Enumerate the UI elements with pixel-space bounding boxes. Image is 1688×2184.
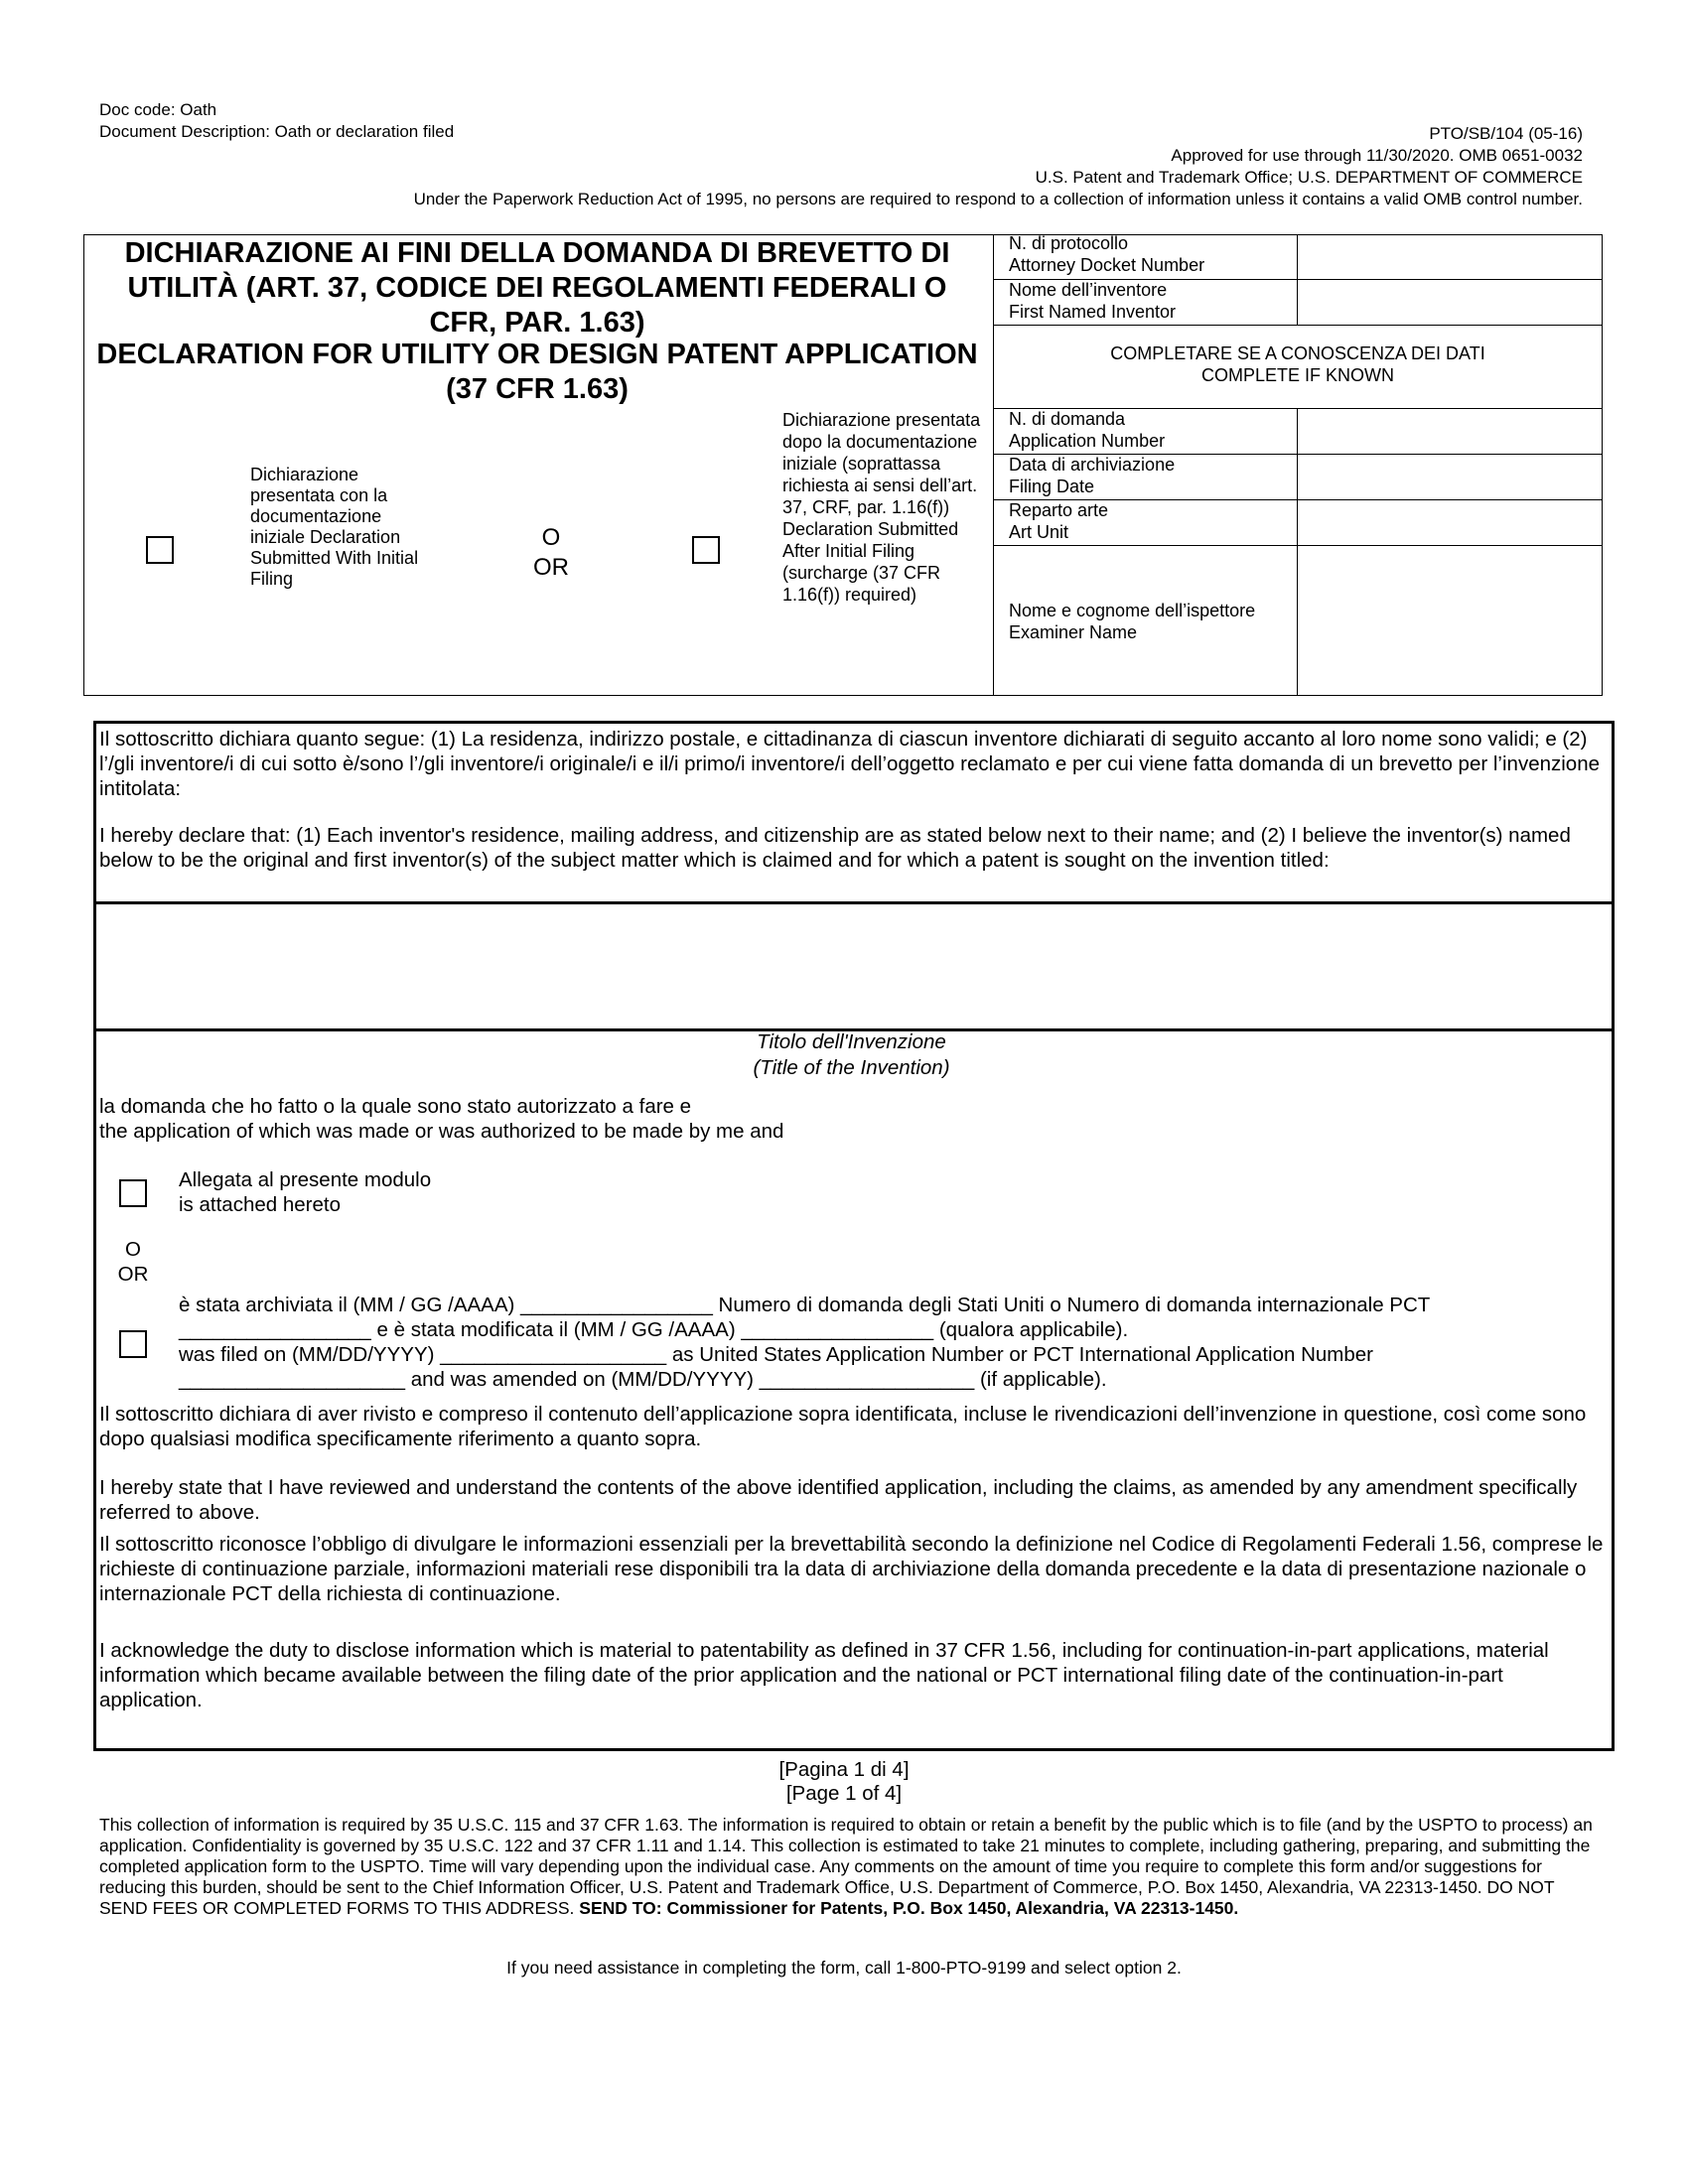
- inventor-label-en: First Named Inventor: [1009, 302, 1177, 322]
- examiner-label-it: Nome e cognome dell’ispettore: [1009, 601, 1256, 620]
- burden-notice: [99, 1815, 1599, 1919]
- application-line-en: the application of which was made or was authorized to be made by me and: [99, 1120, 784, 1143]
- artunit-label-en: Art Unit: [1009, 522, 1069, 542]
- filing-date-field[interactable]: [1299, 456, 1601, 498]
- submission-or-en: OR: [533, 554, 569, 581]
- filed-line-1: è stata archiviata il (MM / GG /AAAA) _________________ Numero di domanda degli Stati Uniti o Numero di domanda internazionale PCT: [179, 1294, 1431, 1316]
- artunit-label-it: Reparto arte: [1009, 500, 1109, 520]
- send-to-address: SEND TO: Commissioner for Patents, P.O. Box 1450, Alexandria, VA 22313-1450.: [579, 1898, 1239, 1918]
- docket-field[interactable]: [1299, 236, 1601, 278]
- assistance-line: If you need assistance in completing the form, call 1-800-PTO-9199 and select option 2.: [506, 1958, 1182, 1978]
- form-number: PTO/SB/104 (05-16): [1429, 124, 1583, 143]
- appnum-label-it: N. di domanda: [1009, 409, 1126, 429]
- title-caption-en: (Title of the Invention): [753, 1056, 950, 1079]
- previously-filed-checkbox[interactable]: [119, 1330, 147, 1358]
- inventor-field[interactable]: [1299, 281, 1601, 324]
- initial-filing-checkbox[interactable]: [146, 536, 174, 564]
- invention-title-field[interactable]: [99, 906, 1604, 1024]
- appnum-label-en: Application Number: [1009, 431, 1166, 451]
- examiner-name-field[interactable]: [1299, 547, 1601, 694]
- doc-description: Document Description: Oath or declaration filed: [99, 122, 455, 141]
- after-filing-checkbox[interactable]: [692, 536, 720, 564]
- filed-line-3: was filed on (MM/DD/YYYY) ____________________ as United States Application Number or PCT International Application Number: [179, 1343, 1373, 1366]
- application-or-en: OR: [117, 1263, 149, 1286]
- page-indicator-en: [Page 1 of 4]: [785, 1782, 903, 1805]
- header-divider: [993, 234, 994, 696]
- title-caption-it: Titolo dell'Invenzione: [757, 1030, 946, 1053]
- page-indicator-it: [Pagina 1 di 4]: [778, 1758, 910, 1781]
- after-filing-label: Dichiarazione presentata dopo la documentazione iniziale (soprattassa richiesta ai sensi dell’art. 37, CRF, par. 1.16(f)) Declaration Submitted After Initial Filing (surcharge (37 CFR 1.16(f)) required): [782, 410, 981, 605]
- declaration-para-en: I hereby declare that: (1) Each inventor's residence, mailing address, and citizenship are as stated below next to their name; and (2) I believe the inventor(s) named below to be the original and first inventor(s) of the subject matter which is claimed and for which a patent is sought on the invention titled:: [99, 824, 1571, 872]
- agency-line: U.S. Patent and Trademark Office; U.S. DEPARTMENT OF COMMERCE: [1035, 168, 1583, 187]
- attached-label-it: Allegata al presente modulo: [179, 1168, 432, 1191]
- burden-notice-text: This collection of information is required by 35 U.S.C. 115 and 37 CFR 1.63. The information is required to obtain or retain a benefit by the public which is to file (and by the USPTO to process) an application. Confidentiality is governed by 35 U.S.C. 122 and 37 CFR 1.11 and 1.14. This collection is estimated to take 21 minutes to complete, including gathering, preparing, and submitting the completed application form to the USPTO. Time will vary depending upon the individual case. Any comments on the amount of time you require to complete this form and/or suggestions for reducing this burden, should be sent to the Chief Information Officer, U.S. Patent and Trademark Office, U.S. Department of Commerce, P.O. Box 1450, Alexandria, VA 22313-1450. DO NOT SEND FEES OR COMPLETED FORMS TO THIS ADDRESS.: [99, 1815, 1593, 1918]
- submission-or-it: O: [541, 524, 561, 551]
- form-title-italian: DICHIARAZIONE AI FINI DELLA DOMANDA DI BREVETTO DI UTILITÀ (ART. 37, CODICE DEI REGOLAMENTI FEDERALI O CFR, PAR. 1.63): [124, 237, 950, 339]
- attached-label-en: is attached hereto: [179, 1193, 341, 1216]
- filing-label-en: Filing Date: [1009, 477, 1095, 496]
- filed-line-2: _________________ e è stata modificata il (MM / GG /AAAA) _________________ (qualora applicabile).: [179, 1318, 1129, 1341]
- initial-filing-label: Dichiarazione presentata con la documentazione iniziale Declaration Submitted With Initial Filing: [250, 465, 419, 589]
- form-title-english: DECLARATION FOR UTILITY OR DESIGN PATENT APPLICATION (37 CFR 1.63): [96, 339, 978, 405]
- duty-para-en: I acknowledge the duty to disclose information which is material to patentability as defined in 37 CFR 1.56, including for continuation-in-part applications, material information which became available between the filing date of the prior application and the national or PCT international filing date of the continuation-in-part application.: [99, 1639, 1549, 1711]
- docket-label-en: Attorney Docket Number: [1009, 255, 1205, 275]
- application-line-it: la domanda che ho fatto o la quale sono stato autorizzato a fare e: [99, 1095, 692, 1118]
- duty-para-it: Il sottoscritto riconosce l’obbligo di divulgare le informazioni essenziali per la brevettabilità secondo la definizione nel Codice di Regolamenti Federali 1.56, comprese le richieste di continuazione parziale, informazioni materiali rese disponibili tra la data di archiviazione della domanda precedente e la data di presentazione nazionale o internazionale PCT della richiesta di continuazione.: [99, 1533, 1604, 1605]
- doc-code: Doc code: Oath: [99, 100, 217, 119]
- filing-label-it: Data di archiviazione: [1009, 455, 1176, 475]
- paperwork-notice: Under the Paperwork Reduction Act of 1995, no persons are required to respond to a collection of information unless it contains a valid OMB control number.: [413, 190, 1583, 208]
- complete-if-known-it: COMPLETARE SE A CONOSCENZA DEI DATI: [1110, 343, 1485, 363]
- application-or-it: O: [125, 1238, 141, 1261]
- filed-line-4: ____________________ and was amended on (MM/DD/YYYY) ___________________ (if applicable).: [179, 1368, 1107, 1391]
- application-number-field[interactable]: [1299, 410, 1601, 453]
- declaration-para-it: Il sottoscritto dichiara quanto segue: (1) La residenza, indirizzo postale, e cittadinanza di ciascun inventore dichiarati di seguito accanto al loro nome sono validi; e (2) l’/gli inventore/i di cui sotto è/sono l’/gli inventore/i originale/i e il/i primo/i inventore/i dell’oggetto reclamato e per cui viene fatta domanda di un brevetto per l’invenzione intitolata:: [99, 728, 1601, 800]
- docket-label-it: N. di protocollo: [1009, 233, 1129, 253]
- approval-line: Approved for use through 11/30/2020. OMB 0651-0032: [1171, 146, 1583, 165]
- reviewed-para-it: Il sottoscritto dichiara di aver rivisto e compreso il contenuto dell’applicazione sopra identificata, incluse le rivendicazioni dell’invenzione in questione, così come sono dopo qualsiasi modifica specificamente riferimento a quanto sopra.: [99, 1403, 1587, 1450]
- reviewed-para-en: I hereby state that I have reviewed and understand the contents of the above identified application, including the claims, as amended by any amendment specifically referred to above.: [99, 1476, 1578, 1524]
- art-unit-field[interactable]: [1299, 501, 1601, 544]
- complete-if-known-en: COMPLETE IF KNOWN: [1200, 365, 1394, 385]
- inventor-label-it: Nome dell’inventore: [1009, 280, 1168, 300]
- attached-checkbox[interactable]: [119, 1179, 147, 1207]
- examiner-label-en: Examiner Name: [1009, 622, 1138, 642]
